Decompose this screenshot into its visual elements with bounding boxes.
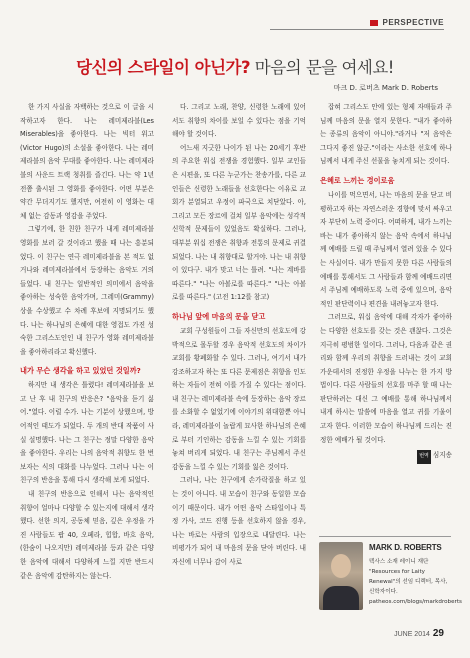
subheading: 내가 무슨 생각을 하고 있었던 것일까? [20,366,141,376]
section-rule [270,29,444,30]
title-sub: 마음의 문을 여세요! [254,58,394,77]
paragraph: 그렇기에, 한 친한 친구가 내게 레미제라블 영화를 보러 갈 것이라고 했을 때 나는 흥분되었다. 이 친구는 연극 레미제라블을 본 적도 없거나와 레미제라블에서 등장하는 음악도 거의 들었다. 내 친구는 일반적인 의미에서 음악을 좋아하는 성숙한 음악가며, 그레미(Grammy) 상을 수상했고 수 차례 후보에 지명되기도 했다. 나는 하나님의 은혜에 대한 영접도 가진 성숙한 그리스도인인 내 친구가 영화 레미제라블을 좋아하리라고 확신했다. [20,225,154,356]
author-bio [319,536,462,628]
paragraph: 어느새 지긋한 나이가 된 나는 20세기 후반의 주요한 워십 전쟁을 경험했다. 일부 교인들은 시편을, 또 다른 누군가는 찬송가를, 다른 교인들은 신령한 노래들을 선호한다는 이유로 교회가 분열되고 우정이 파국으로 치닫았다. 아, 그리고 모든 장르에 걸쳐 일부 음악에는 성각적 신학적 문제들이 있었음도 확실하다. 그러나, 대부분 워십 전쟁은 취향과 전통의 문제로 귀결되었다. 나는 내 취향대로 할거야. 나는 내 취향이 있다구. 내가 맞고 너는 틀려. "나는 계바를 따른다." "나는 아볼로를 따른다." "나는 아볼로를 따른다." (고전 1:12를 참고) [172,143,306,302]
paragraph: 교회 구성원들이 그들 자신만의 선호도에 강박적으로 몰두할 경우 음악적 선호도의 차이가 교회를 황폐화할 수 있다. 그러나, 여기서 내가 강조하고자 하는 또 다른 문제점은 취향을 인도하는 자들이 전혀 이를 가질 수 있다는 점이다. 내 친구는 레미제라블 속에 등장하는 음악 장르를 소화할 수 없었기에 이야기의 위대함뿐 아니라, 레미제라블이 놀랍게 묘사한 하나님의 은혜로 부터 기인하는 감동을 느낄 수 있는 기회를 놓쳐 버리게 되었다. 내 친구는 주님께서 주신 감동을 느낄 수 있는 기회를 잃은 것이다. [172,326,306,471]
paragraph: 내 친구의 반응으로 인해서 나는 음악적인 취향이 얼마나 다양할 수 있는지에 대해서 생각했다. 선한 의지, 공동체 믿음, 깊은 우정을 가진 사람들도 팝 40, 오페라, 힙합, 바흐 음악, (한숨이 나오지만) 레미제라블 등과 같은 다양한 음악에 대해서 다양하게 느낄 지만 반드시 같은 음악에 감탄하지는 않는다. [20,490,154,580]
signature [320,449,452,464]
bio-rule [319,536,451,537]
translator-mark: 번역 [417,450,431,464]
subheading: 하나님 앞에 마음의 문을 닫고 [172,311,266,321]
translator-name: 심지송 [432,451,452,460]
column-2 [172,101,306,570]
paragraph: 나이를 먹으면서, 나는 마음의 문을 닫고 비평하고자 하는 자연스러운 경향에 맞서 싸우고자 부단히 노력 중이다. 어떠하게, 내가 느끼는 바는 내가 좋아하지 않는 음악 속에서 하나님께 예배를 드릴 때 주님께서 열려 있을 수 있다는 사실이다. 내가 만들지 못한 다른 사람들의 예배를 통해서도 그 사람들과 함께 예배드리면서 주님께 예배하도록 노력 중에 있으며, 음악적인 판단력이나 편견을 내려놓고자 한다. [320,190,452,308]
column-1 [20,101,154,583]
bio-text: 텍사스 소재 레이니 재단 "Resources for Laity Renewal"의 선임 디렉터, 목사, 신학자이다. patheos.com/blogs/markdroberts [369,559,462,605]
section-label: PERSPECTIVE [382,18,444,27]
paragraph: 다. 그리고 노래, 찬양, 신령한 노래에 있어서도 취향의 차이를 보일 수 있다는 점을 기억해야 할 것이다. [172,103,306,139]
bio-name: MARK D. ROBERTS [369,543,442,552]
photo-suit [323,586,359,610]
photo-face [331,554,351,578]
article-title [0,54,470,78]
paragraph: 그러므로, 워십 음악에 대해 각자가 좋아하는 다양한 선호도를 갖는 것은 괜찮다. 그것은 지극히 평범한 일이다. 그러나, 다음과 같은 권리와 함께 우리의 취향을 드러내는 것이 교회 가운데서의 진정한 우정을 나누는 한 가지 방법이다. 다른 사람들의 선호를 마주 할 때 나는 판단하려는 대신 그 예배를 통해 하나님께서 내게 하시는 말씀에 마음을 열고 귀를 기울이고자 한다. 이러한 모습이 하나님께 드리는 진정한 예배가 될 것이다. [320,313,452,444]
author-photo [319,542,363,610]
page-number: 29 [432,628,444,639]
paragraph: 그러나, 나는 친구에게 손가락질을 하고 있는 것이 아니다. 내 모습이 친구와 동일한 모습이기 때문이다. 내가 어떤 음악 스타일이나 특정 가사, 코드 진행 등을 선호하지 않을 경우, 나는 바로는 사람의 입장으로 내달린다. 나는 비평가가 되어 내 마음의 문을 닫아 버린다. 내 자신에 너무나 감이 사로 [172,476,306,566]
paragraph: 한 가지 사실을 자백하는 것으로 이 글을 시작하고자 한다. 나는 레미제라블(Les Miserables)을 좋아한다. 나는 빅터 위고(Victor Hugo)의 소설을 좋아한다. 나는 레미제라블의 음악 무대를 좋아한다. 나는 레미제라블의 사운드 트랙 청취를 즐긴다. 나는 약 1년 전쯤 출시된 그 영화를 좋아한다. 어떤 부분은 약간 무더지기도 했지만, 여전히 이 영화는 대체 없는 감동과 영감을 주었다. [20,103,154,220]
article-author: 마크 D. 로버츠 Mark D. Roberts [333,84,438,92]
issue-date: JUNE 2014 [394,631,430,638]
subheading: 은혜로 느끼는 경이로움 [320,175,395,185]
paragraph: 잡혀 그리스도 안에 있는 형제 자매들과 주님께 마음의 문을 열지 못한다. "내가 좋아하는 종류의 음악이 아니야."라거나 "저 음악은 그다지 좋진 않군."이라는 사소한 선호에 하나님께서 내게 주신 선물을 놓치게 되는 것이다. [320,103,452,166]
section-tag [370,18,444,27]
column-3 [320,101,452,464]
title-main: 당신의 스타일이 아닌가? [76,58,251,77]
section-marker [370,20,378,26]
page-footer [394,628,444,639]
paragraph: 하지만 내 생각은 틀렸다! 레미제라블을 보고 난 후 내 친구의 반응은? "음악을 듣기 싫어."였다. 이럴 수가. 나는 기분이 상했으며, 방어적인 태도가 되었다. 두 개의 반대 작품이 사실 설명했다. 나는 그 친구는 정말 다양한 음악을 좋아한다. 우리는 나의 음악적 취향도 한 번 보자는 식의 대화를 나누었다. 그러나 나는 이 친구의 반응을 통해 다시 생각해 보게 되었다. [20,381,154,485]
